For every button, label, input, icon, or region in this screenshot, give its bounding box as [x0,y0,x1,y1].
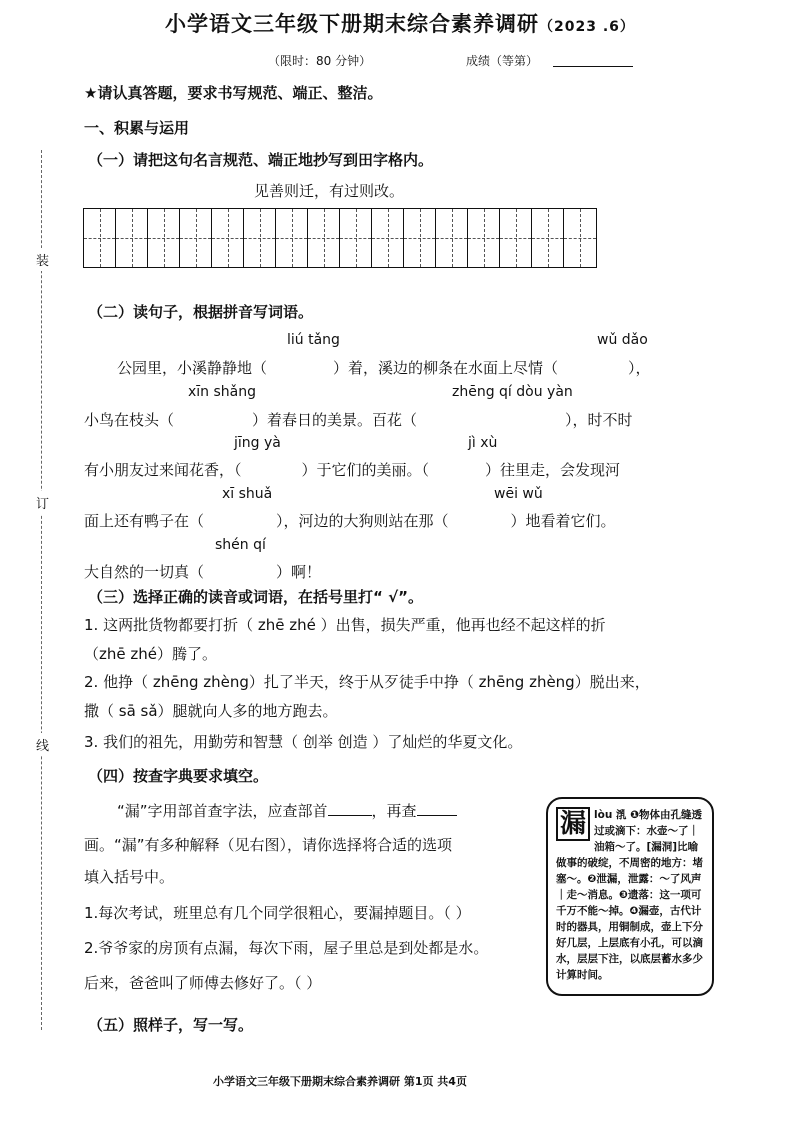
part4-para-line2: 画。“漏”有多种解释（见右图），请你选择将合适的选项 [84,836,453,854]
tianzige-cell[interactable] [404,209,436,267]
part4-q3: 后来，爸爸叫了师傅去修好了。（ ） [84,974,322,992]
sentence-line-5: 大自然的一切真（ ）啊！ [84,563,322,581]
pinyin-shen-qi: shén qí [215,537,266,553]
page-footer: 小学语文三年级下册期末综合素养调研 第1页 共4页 [213,1075,467,1088]
tianzige-cell[interactable] [436,209,468,267]
pinyin-ji-xu: jì xù [468,435,498,451]
tianzige-cell[interactable] [276,209,308,267]
part4-q2: 2.爷爷家的房顶有点漏，每次下雨，屋子里总是到处都是水。 [84,939,489,957]
tianzige-cell[interactable] [180,209,212,267]
tianzige-cell[interactable] [116,209,148,267]
tianzige-cell[interactable] [308,209,340,267]
tianzige-cell[interactable] [500,209,532,267]
binding-char-xian: 线 [36,733,49,756]
tianzige-cell[interactable] [532,209,564,267]
score-field[interactable] [553,66,633,67]
part3-q2-line1: 2. 他挣（ zhēng zhèng）扎了半天，终于从歹徒手中挣（ zhēng zhèng）脱出来， [84,673,650,691]
exam-date: （2023 .6） [539,19,635,35]
tianzige-cell[interactable] [212,209,244,267]
dictionary-headword: 漏 [556,807,590,841]
stroke-count-blank[interactable] [417,815,457,816]
sentence-line-1: 公园里，小溪静静地（ ）着，溪边的柳条在水面上尽情（ ）， [117,359,651,377]
part2-title: （二）读句子，根据拼音写词语。 [88,303,314,321]
tianzige-cell[interactable] [372,209,404,267]
part4-q1: 1.每次考试，班里总有几个同学很粗心，要漏掉题目。（ ） [84,904,471,922]
page-title: 小学语文三年级下册期末综合素养调研（2023 .6） [165,12,635,36]
quote: 见善则迁，有过则改。 [254,182,405,200]
binding-char-ding: 订 [36,491,49,514]
part4-para-line3: 填入括号中。 [84,868,175,886]
score-label: 成绩（等第） [466,54,539,68]
tianzige-cell[interactable] [84,209,116,267]
part4-para-line1: “漏”字用部首查字法，应查部首 ，再查 [117,800,457,821]
pinyin-liu-tang: liú tǎng [287,332,340,348]
time-limit: （限时：80 分钟） [268,54,372,68]
tianzige-grid[interactable] [83,208,597,268]
sentence-line-4: 面上还有鸭子在（ ），河边的大狗则站在那（ ）地看着它们。 [84,512,616,530]
part3-title: （三）选择正确的读音或词语，在括号里打“ √”。 [88,588,423,606]
part3-q3: 3. 我们的祖先，用勤劳和智慧（ 创举 创造 ）了灿烂的华夏文化。 [84,733,523,751]
tianzige-cell[interactable] [148,209,180,267]
tianzige-cell[interactable] [244,209,276,267]
pinyin-xin-shang: xīn shǎng [188,384,257,400]
tianzige-cell[interactable] [564,209,596,267]
part3-q1-line1: 1. 这两批货物都要打折（ zhē zhé ）出售，损失严重，他再也经不起这样的折 [84,616,606,634]
pinyin-xi-shua: xī shuǎ [222,486,273,502]
part5-title: （五）照样子，写一写。 [88,1016,254,1034]
radical-blank[interactable] [328,815,372,816]
instruction: ★请认真答题，要求书写规范、端正、整洁。 [84,84,383,102]
pinyin-wei-wu: wēi wǔ [494,486,543,502]
part3-q1-line2: （zhē zhé）腾了。 [84,645,217,663]
pinyin-jing-ya: jīng yà [234,435,281,451]
pinyin-zheng-qi-dou-yan: zhēng qí dòu yàn [452,384,573,400]
sentence-line-2: 小鸟在枝头（ ）着春日的美景。百花（ ），时不时 [84,411,633,429]
tianzige-cell[interactable] [340,209,372,267]
pinyin-wu-dao: wǔ dǎo [597,332,648,348]
part4-title: （四）按查字典要求填空。 [88,767,269,785]
part1-title: （一）请把这句名言规范、端正地抄写到田字格内。 [88,151,434,169]
binding-line [41,150,42,1030]
dictionary-entry-box [546,797,714,996]
tianzige-cell[interactable] [468,209,500,267]
binding-char-zhuang: 装 [36,248,49,271]
sentence-line-3: 有小朋友过来闻花香，（ ）于它们的美丽。（ ）往里走，会发现河 [84,461,621,479]
section-heading: 一、积累与运用 [84,119,190,137]
dictionary-definition: lòu 㳶 ❶物体由孔缝透过或滴下：水壶～了｜油箱～了。[漏洞]比喻做事的破绽，不周密的地方：堵塞～。❷泄漏，泄露：～了风声｜走～消息。❸遗落：这一项可千万不能～掉。❹漏壶，古代计时的器具，用铜制成，壶上下分好几层，上层底有小孔，可以滴水，层层下注，以底层蓄水多少计算时间。 [556,809,703,981]
part3-q2-line2: 撒（ sā sǎ）腿就向人多的地方跑去。 [84,702,338,720]
